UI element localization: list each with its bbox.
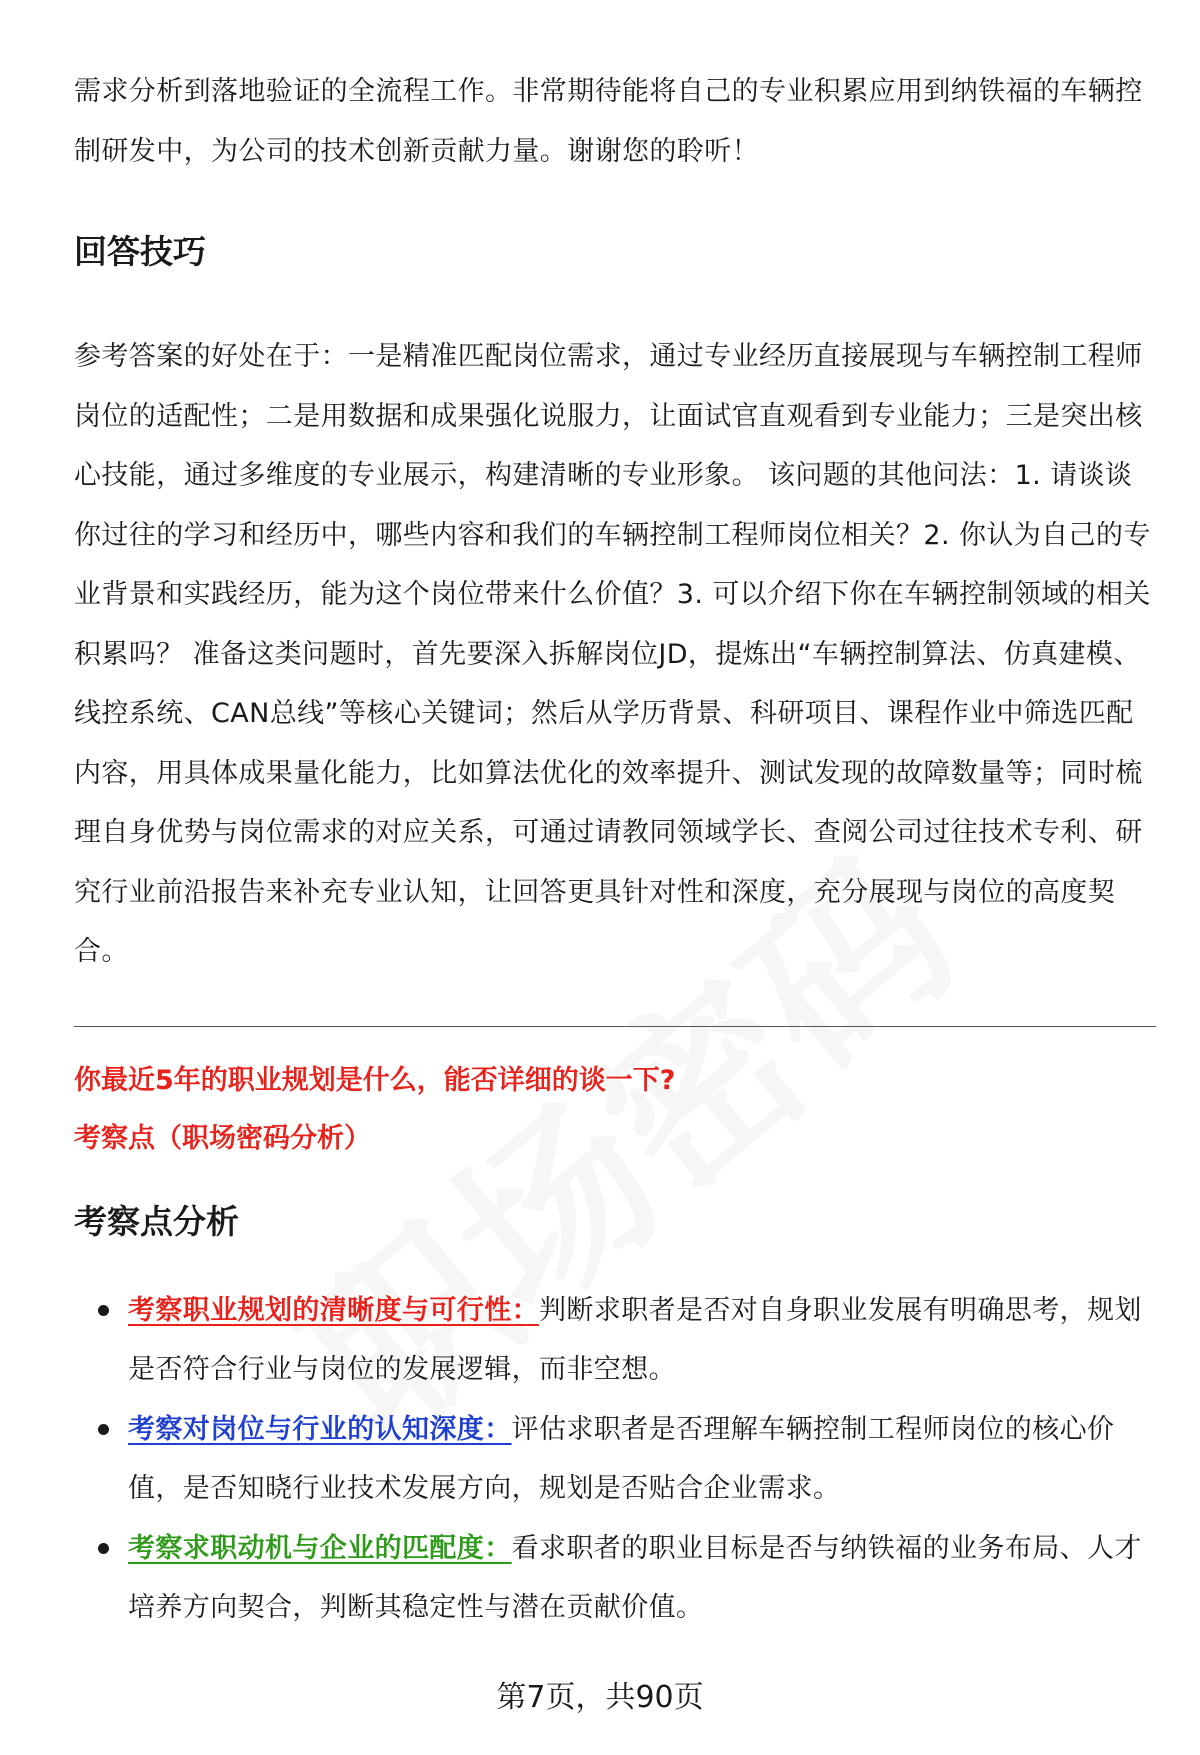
analysis-point bbox=[74, 1400, 1156, 1519]
question-subtitle: 考察点（职场密码分析） bbox=[74, 1122, 371, 1154]
answer-tips-heading: 回答技巧 bbox=[74, 232, 206, 271]
analysis-point bbox=[74, 1519, 1156, 1638]
analysis-point-keyword: 考察求职动机与企业的匹配度： bbox=[128, 1532, 512, 1564]
bullet-icon bbox=[98, 1305, 109, 1316]
answer-tips-paragraph: 参考答案的好处在于：一是精准匹配岗位需求，通过专业经历直接展现与车辆控制工程师岗位的适配性；二是用数据和成果强化说服力，让面试官直观看到专业能力；三是突出核心技能，通过多维度的专业展示，构建清晰的专业形象。 该问题的其他问法：1. 请谈谈你过往的学习和经历中，哪些内容和我们的车辆控制工程师岗位相关？2. 你认为自己的专业背景和实践经历，能为这个岗位带来什么价值？3. 可以介绍下你在车辆控制领域的相关积累吗？ 准备这类问题时，首先要深入拆解岗位JD，提炼出“车辆控制算法、仿真建模、线控系统、CAN总线”等核心关键词；然后从学历背景、科研项目、课程作业中筛选匹配内容，用具体成果量化能力，比如算法优化的效率提升、测试发现的故障数量等；同时梳理自身优势与岗位需求的对应关系，可通过请教同领域学长、查阅公司过往技术专利、研究行业前沿报告来补充专业认知，让回答更具针对性和深度，充分展现与岗位的高度契合。 bbox=[74, 341, 1151, 967]
analysis-point-text: 看求职者的职业目标是否与纳铁福的业务布局、人才培养方向契合，判断其稳定性与潜在贡献价值。 bbox=[128, 1532, 1142, 1623]
analysis-point-keyword: 考察对岗位与行业的认知深度： bbox=[128, 1413, 512, 1445]
analysis-point-keyword: 考察职业规划的清晰度与可行性： bbox=[128, 1294, 539, 1326]
question-title: 你最近5年的职业规划是什么，能否详细的谈一下? bbox=[74, 1064, 676, 1096]
bullet-icon bbox=[98, 1543, 109, 1554]
intro-paragraph: 需求分析到落地验证的全流程工作。非常期待能将自己的专业积累应用到纳铁福的车辆控制研发中，为公司的技术创新贡献力量。谢谢您的聆听！ bbox=[74, 76, 1143, 167]
analysis-point-text: 评估求职者是否理解车辆控制工程师岗位的核心价值，是否知晓行业技术发展方向，规划是否贴合企业需求。 bbox=[128, 1413, 1115, 1504]
analysis-points-list bbox=[74, 1281, 1156, 1638]
analysis-heading: 考察点分析 bbox=[74, 1201, 239, 1241]
page-number: 第7页，共90页 bbox=[496, 1680, 704, 1715]
document-page bbox=[74, 62, 1156, 1638]
bullet-icon bbox=[98, 1424, 109, 1435]
section-divider bbox=[74, 1026, 1156, 1027]
analysis-point bbox=[74, 1281, 1156, 1400]
analysis-point-text: 判断求职者是否对自身职业发展有明确思考，规划是否符合行业与岗位的发展逻辑，而非空想。 bbox=[128, 1294, 1142, 1385]
